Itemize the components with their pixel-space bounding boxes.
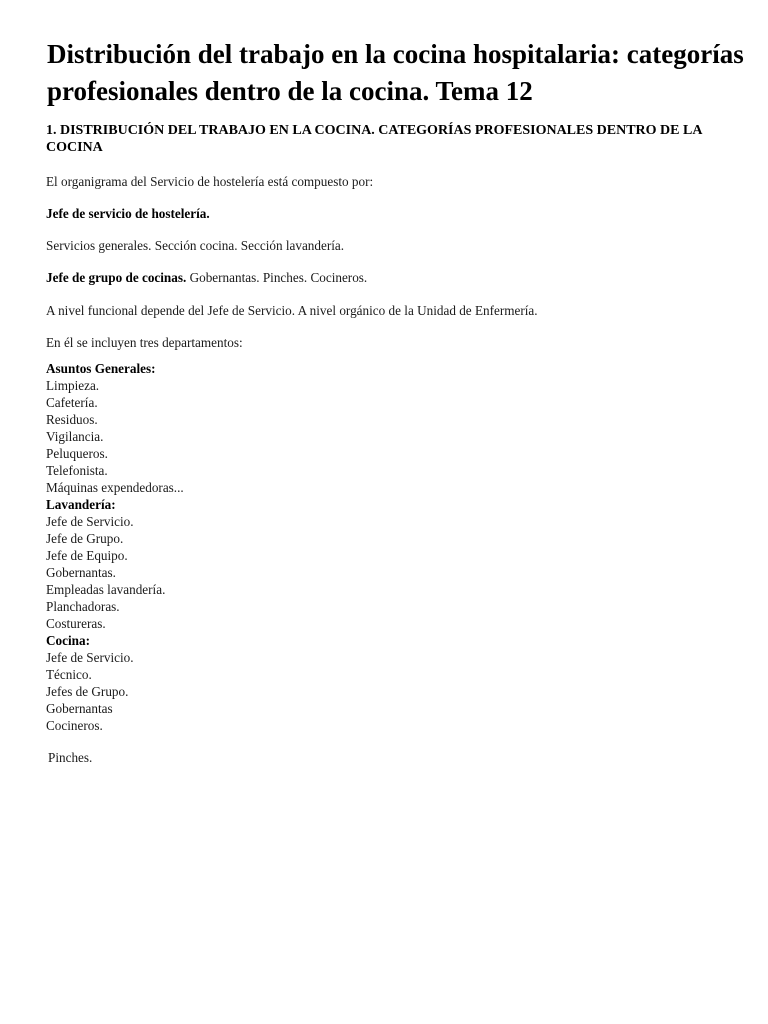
jefe-servicio-paragraph: [46, 205, 210, 222]
list-item: Telefonista.: [46, 463, 108, 478]
jefe-grupo-paragraph: [46, 269, 367, 286]
list-item: Cafetería.: [46, 395, 98, 410]
list-item: Jefe de Servicio.: [46, 514, 134, 529]
list-item: Cocineros.: [46, 718, 103, 733]
section-heading: 1. DISTRIBUCIÓN DEL TRABAJO EN LA COCINA. CATEGORÍAS PROFESIONALES DENTRO DE LA COCINA: [46, 123, 702, 155]
list-item: Jefe de Equipo.: [46, 548, 128, 563]
list-item: Residuos.: [46, 412, 98, 427]
jefe-grupo-bold-text: Jefe de grupo de cocinas.: [46, 270, 187, 285]
list-item: Planchadoras.: [46, 599, 120, 614]
departments-list: [46, 360, 184, 734]
department-title-cocina: Cocina:: [46, 633, 90, 648]
servicios-paragraph: Servicios generales. Sección cocina. Sección lavandería.: [46, 238, 345, 253]
list-item: Máquinas expendedoras...: [46, 480, 184, 495]
list-item: Jefe de Servicio.: [46, 650, 134, 665]
list-item: Jefe de Grupo.: [46, 531, 124, 546]
jefe-servicio-text: Jefe de servicio de hostelería.: [46, 206, 210, 221]
last-list-item: Pinches.: [48, 750, 93, 765]
department-title-asuntos: Asuntos Generales:: [46, 361, 156, 376]
list-item: Vigilancia.: [46, 429, 104, 444]
list-item: Técnico.: [46, 667, 92, 682]
jefe-grupo-rest-text: Gobernantas. Pinches. Cocineros.: [186, 270, 368, 285]
list-item: Empleadas lavandería.: [46, 582, 166, 597]
list-item: Costureras.: [46, 616, 106, 631]
list-item: Gobernantas: [46, 701, 113, 716]
intro-paragraph: El organigrama del Servicio de hostelería está compuesto por:: [46, 174, 374, 189]
nivel-paragraph: A nivel funcional depende del Jefe de Servicio. A nivel orgánico de la Unidad de Enfermería.: [46, 303, 538, 318]
departamentos-intro: En él se incluyen tres departamentos:: [46, 335, 243, 350]
list-item: Limpieza.: [46, 378, 100, 393]
page-title: Distribución del trabajo en la cocina hospitalaria: categorías profesionales dentro de la cocina. Tema 12: [47, 39, 744, 106]
list-item: Jefes de Grupo.: [46, 684, 129, 699]
department-title-lavanderia: Lavandería:: [46, 497, 116, 512]
list-item: Peluqueros.: [46, 446, 108, 461]
list-item: Gobernantas.: [46, 565, 116, 580]
